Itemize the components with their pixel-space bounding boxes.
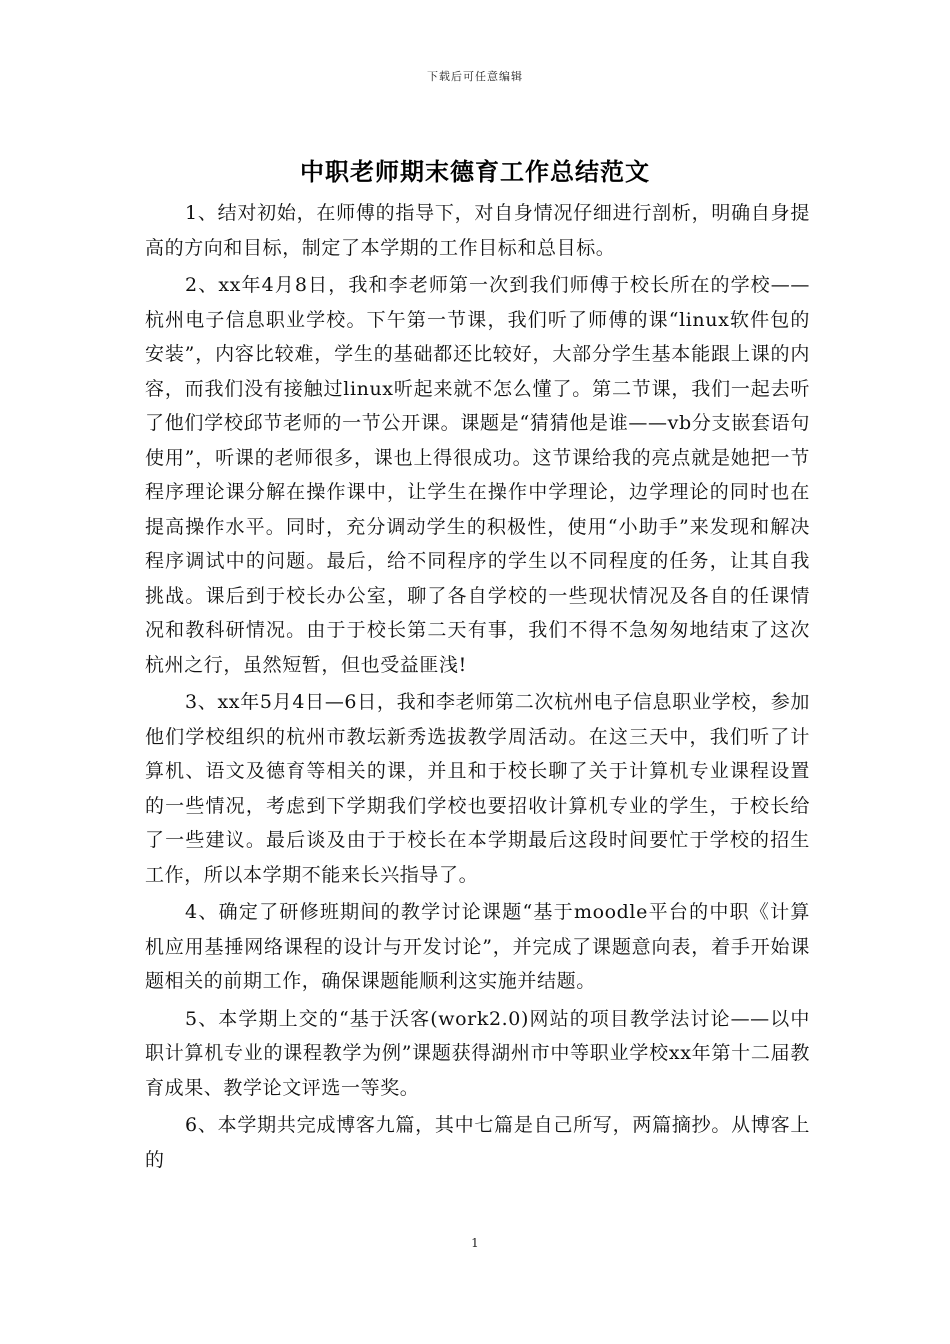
document-title: 中职老师期末德育工作总结范文 <box>300 157 650 186</box>
paragraph-2: 2、xx年4月8日，我和李老师第一次到我们师傅于校长所在的学校——杭州电子信息职业学校。下午第一节课，我们听了师傅的课“linux软件包的安装”，内容比较难，学生的基础都还比较好，大部分学生基本能跟上课的内容，而我们没有接触过linux听起来就不怎么懂了。第二节课，我们一起去听了他们学校邱节老师的一节公开课。课题是“猜猜他是谁——vb分支嵌套语句使用”，听课的老师很多，课也上得很成功。这节课给我的亮点就是她把一节程序理论课分解在操作课中，让学生在操作中学理论，边学理论的同时也在提高操作水平。同时，充分调动学生的积极性，使用“小助手”来发现和解决程序调试中的问题。最后，给不同程序的学生以不同程度的任务，让其自我挑战。课后到于校长办公室，聊了各自学校的一些现状情况及各自的任课情况和教科研情况。由于于校长第二天有事，我们不得不急匆匆地结束了这次杭州之行，虽然短暂，但也受益匪浅! <box>145 274 810 676</box>
paragraph-3: 3、xx年5月4日—6日，我和李老师第二次杭州电子信息职业学校，参加他们学校组织的杭州市教坛新秀选拔教学周活动。在这三天中，我们听了计算机、语文及德育等相关的课，并且和于校长聊了关于计算机专业课程设置的一些情况，考虑到下学期我们学校也要招收计算机专业的学生，于校长给了一些建议。最后谈及由于于校长在本学期最后这段时间要忙于学校的招生工作，所以本学期不能来长兴指导了。 <box>145 691 810 886</box>
paragraph-6: 6、本学期共完成博客九篇，其中七篇是自己所写，两篇摘抄。从博客上的 <box>145 1114 810 1171</box>
page-number: 1 <box>471 1236 479 1250</box>
paragraph-4: 4、确定了研修班期间的教学讨论课题“基于moodle平台的中职《计算机应用基捶网络课程的设计与开发讨论”，并完成了课题意向表，着手开始课题相关的前期工作，确保课题能顺利这实施并结题。 <box>145 901 810 992</box>
document-body <box>145 196 810 1180</box>
paragraph-5: 5、本学期上交的“基于沃客(work2.0)网站的项目教学法讨论——以中职计算机专业的课程教学为例”课题获得湖州市中等职业学校xx年第十二届教育成果、教学论文评选一等奖。 <box>145 1007 810 1099</box>
page-header: 下载后可任意编辑 <box>427 70 523 83</box>
paragraph-1: 1、结对初始，在师傅的指导下，对自身情况仔细进行剖析，明确自身提高的方向和目标，制定了本学期的工作目标和总目标。 <box>145 202 810 259</box>
